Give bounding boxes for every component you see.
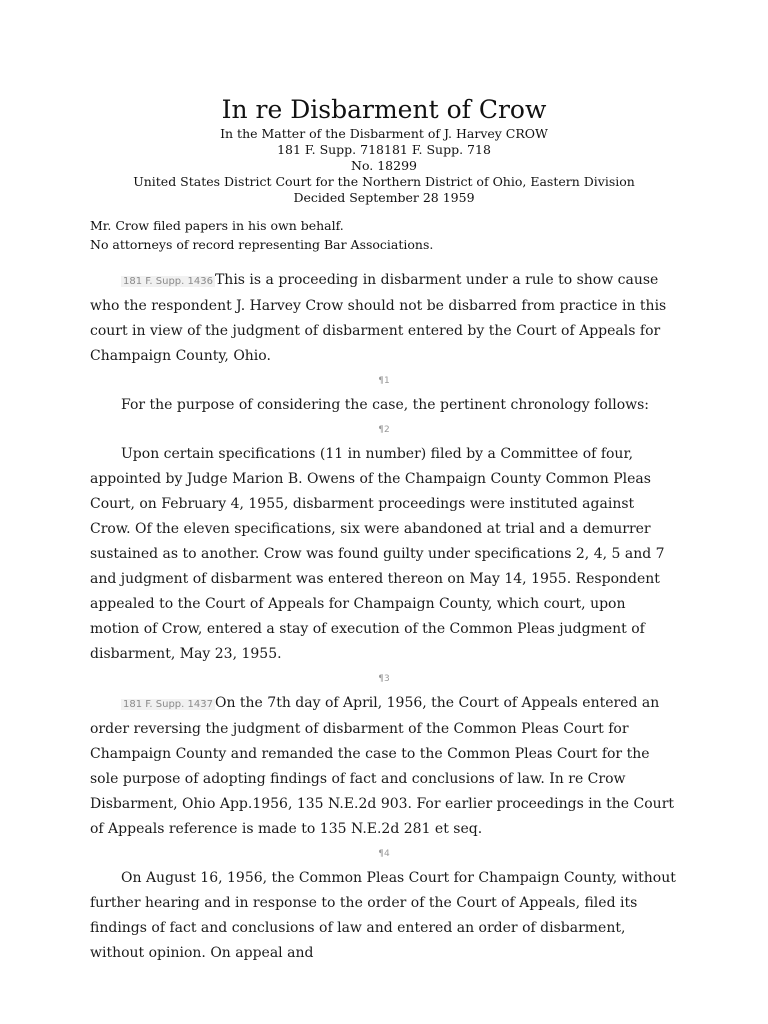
case-header bbox=[90, 0, 678, 206]
paragraph-text: On August 16, 1956, the Common Pleas Court for Champaign County, without further hearing and in response to the order of the Court of Appeals, filed its findings of fact and conclusions of law and entered an order of disbarment, without opinion. On appeal and bbox=[90, 870, 676, 961]
paragraph-marker[interactable]: ¶4 bbox=[378, 849, 390, 859]
paragraph-marker[interactable]: ¶3 bbox=[378, 674, 390, 684]
case-caption: In the Matter of the Disbarment of J. Harvey CROW bbox=[220, 126, 548, 141]
opinion-paragraph bbox=[90, 268, 678, 369]
paragraph-text: For the purpose of considering the case, the pertinent chronology follows: bbox=[121, 397, 650, 413]
decision-date: Decided September 28 1959 bbox=[293, 190, 475, 205]
paragraph-text: Upon certain specifications (11 in number) filed by a Committee of four, appointed by Judge Marion B. Owens of the Champaign County Common Pleas Court, on February 4, 1955, disbarment proceedings were instituted against Crow. Of the eleven specifications, six were abandoned at trial and a demurrer sustained as to another. Crow was found guilty under specifications 2, 4, 5 and 7 and judgment of disbarment was entered thereon on May 14, 1955. Respondent appealed to the Court of Appeals for Champaign County, which court, upon motion of Crow, entered a stay of execution of the Common Pleas judgment of disbarment, May 23, 1955. bbox=[90, 446, 665, 662]
opinion-paragraph bbox=[90, 866, 678, 966]
opinion-paragraph bbox=[90, 691, 678, 842]
case-title: In re Disbarment of Crow bbox=[221, 95, 547, 124]
paragraph-marker[interactable]: ¶1 bbox=[378, 376, 390, 386]
page-citation-marker[interactable]: 181 F. Supp. 1437 bbox=[123, 699, 213, 710]
court-name: United States District Court for the Northern District of Ohio, Eastern Division bbox=[133, 174, 635, 189]
paragraph-marker[interactable]: ¶2 bbox=[378, 425, 390, 435]
docket-number: No. 18299 bbox=[351, 158, 417, 173]
opinion-body bbox=[90, 268, 678, 966]
opinion-paragraph bbox=[90, 442, 678, 667]
paragraph-text: On the 7th day of April, 1956, the Court of Appeals entered an order reversing the judgment of disbarment of the Common Pleas Court for Champaign County and remanded the case to the Common Pleas Court for the sole purpose of adopting findings of fact and conclusions of law. In re Crow Disbarment, Ohio App.1956, 135 N.E.2d 903. For earlier proceedings in the Court of Appeals reference is made to 135 N.E.2d 281 et seq. bbox=[90, 695, 675, 837]
paragraph-text: This is a proceeding in disbarment under a rule to show cause who the respondent J. Harvey Crow should not be disbarred from practice in this court in view of the judgment of disbarment entered by the Court of Appeals for Champaign County, Ohio. bbox=[90, 272, 667, 364]
counsel-line: Mr. Crow filed papers in his own behalf. bbox=[90, 218, 344, 233]
counsel-line: No attorneys of record representing Bar Associations. bbox=[90, 237, 434, 252]
page-citation-marker[interactable]: 181 F. Supp. 1436 bbox=[123, 276, 213, 287]
counsel-section bbox=[90, 216, 678, 254]
case-citation: 181 F. Supp. 718181 F. Supp. 718 bbox=[277, 142, 491, 157]
opinion-paragraph bbox=[90, 393, 678, 418]
